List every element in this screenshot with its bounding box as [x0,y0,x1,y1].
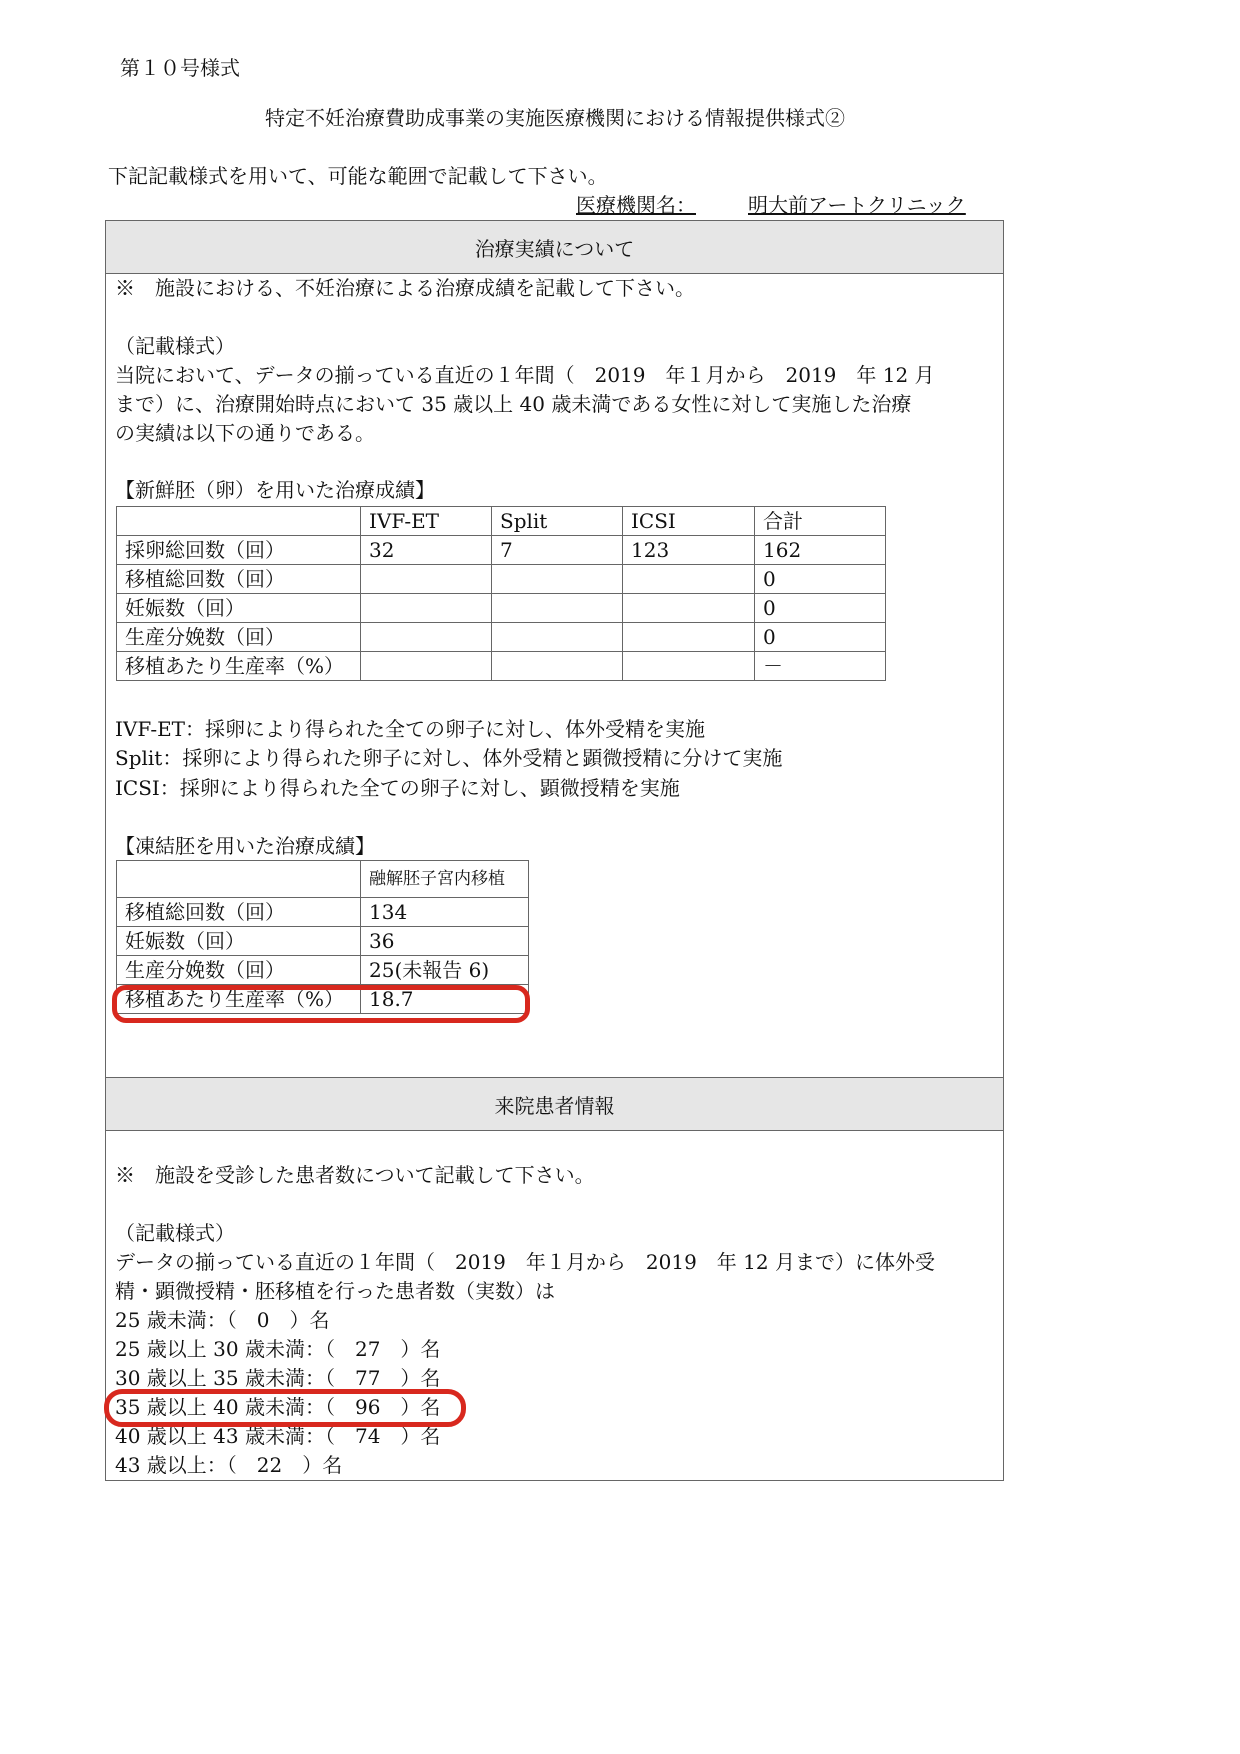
definition-line: ICSI：採卵により得られた全ての卵子に対し、顕微授精を実施 [115,776,680,800]
table-cell [492,623,623,652]
paragraph-line: 精・顕微授精・胚移植を行った患者数（実数）は [115,1279,555,1303]
table-cell: 32 [361,536,492,565]
table-cell: 25(未報告 6) [361,956,529,985]
table-cell [623,652,755,681]
results-note: ※ 施設における、不妊治療による治療成績を記載して下さい。 [115,276,695,300]
paragraph-line: の実績は以下の通りである。 [115,421,375,445]
table-cell: 0 [755,594,886,623]
table-cell [361,652,492,681]
section-header-text: 治療実績について [474,236,635,261]
table-row [117,565,886,594]
table-row [117,623,886,652]
format-label: （記載様式） [115,334,235,358]
instruction: 下記記載様式を用いて、可能な範囲で記載して下さい。 [108,164,608,188]
institution-name: 明大前アートクリニック [748,193,966,217]
table-header-row [117,861,529,898]
fresh-heading: 【新鮮胚（卵）を用いた治療成績】 [115,478,435,502]
highlight-birth-rate [112,985,530,1023]
table-cell: 融解胚子宮内移植 [361,861,529,898]
table-row [117,927,529,956]
table-cell [492,594,623,623]
table-cell [623,594,755,623]
table-cell: 生産分娩数（回） [117,956,361,985]
format-label: （記載様式） [115,1221,235,1245]
table-cell: 0 [755,565,886,594]
paragraph-line: まで）に、治療開始時点において 35 歳以上 40 歳未満である女性に対して実施した治療 [115,392,912,416]
definition-line: Split：採卵により得られた卵子に対し、体外受精と顕微授精に分けて実施 [115,746,783,770]
section-header-text: 来院患者情報 [494,1093,615,1118]
age-group-line: 40 歳以上 43 歳未満：（ 74 ）名 [115,1424,441,1448]
table-cell [117,507,361,536]
age-group-line: 25 歳以上 30 歳未満：（ 27 ）名 [115,1337,441,1361]
table-cell: 妊娠数（回） [117,927,361,956]
table-cell [361,565,492,594]
table-cell: 18.7 [361,985,529,1014]
fresh-embryo-table [116,506,886,681]
age-group-line: 43 歳以上：（ 22 ）名 [115,1453,343,1477]
institution-line [576,191,1002,220]
age-group-line: 25 歳未満：（ 0 ）名 [115,1308,330,1332]
table-cell: 移植総回数（回） [117,898,361,927]
table-cell [361,594,492,623]
table-cell: 採卵総回数（回） [117,536,361,565]
age-group-line: 30 歳以上 35 歳未満：（ 77 ）名 [115,1366,441,1390]
table-header-row [117,507,886,536]
page-title: 特定不妊治療費助成事業の実施医療機関における情報提供様式② [265,106,845,130]
table-cell: 162 [755,536,886,565]
section-header-patients [106,1077,1003,1131]
frozen-heading: 【凍結胚を用いた治療成績】 [115,834,375,858]
table-cell: Split [492,507,623,536]
table-cell [492,652,623,681]
table-cell: 134 [361,898,529,927]
highlight-age-35-40 [104,1389,466,1427]
table-cell: 生産分娩数（回） [117,623,361,652]
paragraph-line: データの揃っている直近の１年間（ 2019 年１月から 2019 年 12 月まで）に体外受 [115,1250,935,1274]
table-cell: － [755,652,886,681]
table-cell: 移植総回数（回） [117,565,361,594]
table-row [117,594,886,623]
table-cell: 合計 [755,507,886,536]
table-row [117,652,886,681]
institution-label: 医療機関名： [576,193,696,217]
table-cell: 妊娠数（回） [117,594,361,623]
table-cell: 36 [361,927,529,956]
table-cell: 0 [755,623,886,652]
table-row [117,898,529,927]
table-cell [361,623,492,652]
definition-line: IVF-ET：採卵により得られた全ての卵子に対し、体外受精を実施 [115,717,706,741]
section-header-results [106,220,1003,274]
form-number: 第１０号様式 [120,56,240,80]
table-cell: 移植あたり生産率（%） [117,985,361,1014]
table-cell [623,565,755,594]
age-group-line: 35 歳以上 40 歳未満：（ 96 ）名 [115,1395,441,1419]
table-row [117,536,886,565]
paragraph-line: 当院において、データの揃っている直近の１年間（ 2019 年１月から 2019 年 12 月 [115,363,935,387]
table-row [117,956,529,985]
table-cell [117,861,361,898]
table-cell: 123 [623,536,755,565]
table-cell: 移植あたり生産率（%） [117,652,361,681]
patients-note: ※ 施設を受診した患者数について記載して下さい。 [115,1163,595,1187]
table-cell: IVF-ET [361,507,492,536]
table-cell [492,565,623,594]
table-cell [623,623,755,652]
table-cell: ICSI [623,507,755,536]
table-cell: 7 [492,536,623,565]
